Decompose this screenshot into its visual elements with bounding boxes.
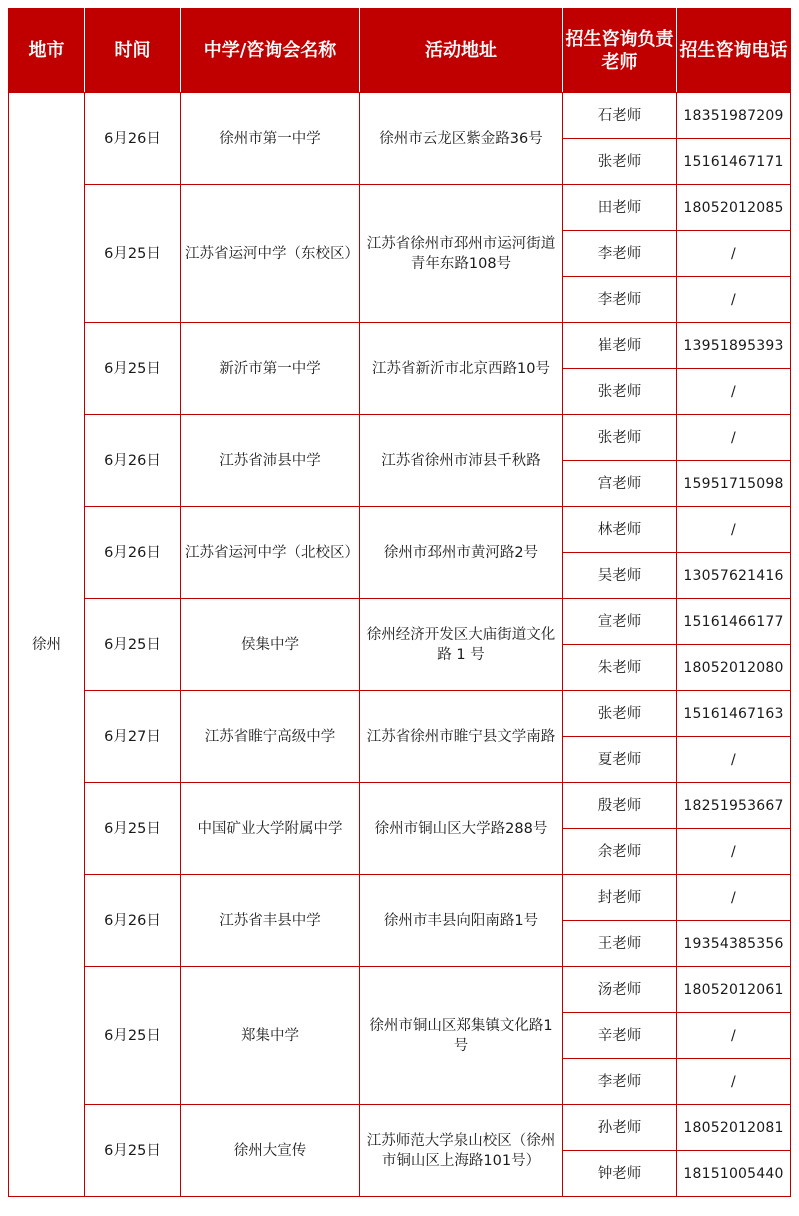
phone-cell: 18052012080: [677, 645, 791, 691]
address-cell: 江苏省徐州市邳州市运河街道青年东路108号: [360, 185, 563, 323]
date-cell: 6月25日: [85, 323, 181, 415]
phone-cell: 15161467171: [677, 139, 791, 185]
school-cell: 江苏省沛县中学: [181, 415, 360, 507]
phone-cell: 18351987209: [677, 93, 791, 139]
teacher-cell: 田老师: [563, 185, 677, 231]
date-cell: 6月25日: [85, 185, 181, 323]
teacher-cell: 钟老师: [563, 1151, 677, 1197]
phone-cell: /: [677, 231, 791, 277]
phone-cell: /: [677, 737, 791, 783]
school-cell: 江苏省运河中学（东校区）: [181, 185, 360, 323]
phone-cell: /: [677, 507, 791, 553]
phone-cell: /: [677, 875, 791, 921]
phone-cell: /: [677, 1059, 791, 1105]
header-region: 地市: [9, 9, 85, 93]
teacher-cell: 崔老师: [563, 323, 677, 369]
teacher-cell: 李老师: [563, 1059, 677, 1105]
date-cell: 6月26日: [85, 415, 181, 507]
school-cell: 徐州市第一中学: [181, 93, 360, 185]
table-row: [9, 691, 791, 737]
address-cell: 徐州市邳州市黄河路2号: [360, 507, 563, 599]
phone-cell: /: [677, 415, 791, 461]
teacher-cell: 余老师: [563, 829, 677, 875]
address-cell: 徐州市云龙区紫金路36号: [360, 93, 563, 185]
table-row: [9, 599, 791, 645]
region-cell: 徐州: [9, 93, 85, 1197]
school-cell: 江苏省运河中学（北校区）: [181, 507, 360, 599]
table-row: [9, 783, 791, 829]
phone-cell: /: [677, 277, 791, 323]
header-address: 活动地址: [360, 9, 563, 93]
date-cell: 6月25日: [85, 1105, 181, 1197]
address-cell: 江苏省徐州市睢宁县文学南路: [360, 691, 563, 783]
header-phone: 招生咨询电话: [677, 9, 791, 93]
date-cell: 6月26日: [85, 875, 181, 967]
header-row: [9, 9, 791, 93]
teacher-cell: 林老师: [563, 507, 677, 553]
teacher-cell: 殷老师: [563, 783, 677, 829]
address-cell: 徐州市丰县向阳南路1号: [360, 875, 563, 967]
address-cell: 江苏省徐州市沛县千秋路: [360, 415, 563, 507]
phone-cell: 19354385356: [677, 921, 791, 967]
teacher-cell: 张老师: [563, 691, 677, 737]
phone-cell: 15161467163: [677, 691, 791, 737]
table-row: [9, 323, 791, 369]
school-cell: 中国矿业大学附属中学: [181, 783, 360, 875]
school-cell: 徐州大宣传: [181, 1105, 360, 1197]
teacher-cell: 宫老师: [563, 461, 677, 507]
phone-cell: /: [677, 1013, 791, 1059]
phone-cell: 18052012061: [677, 967, 791, 1013]
phone-cell: 18151005440: [677, 1151, 791, 1197]
phone-cell: 18052012085: [677, 185, 791, 231]
phone-cell: 18052012081: [677, 1105, 791, 1151]
header-school: 中学/咨询会名称: [181, 9, 360, 93]
teacher-cell: 李老师: [563, 231, 677, 277]
school-cell: 江苏省丰县中学: [181, 875, 360, 967]
date-cell: 6月26日: [85, 93, 181, 185]
table-body: [9, 93, 791, 1197]
teacher-cell: 宣老师: [563, 599, 677, 645]
school-cell: 新沂市第一中学: [181, 323, 360, 415]
teacher-cell: 张老师: [563, 415, 677, 461]
teacher-cell: 吴老师: [563, 553, 677, 599]
teacher-cell: 张老师: [563, 139, 677, 185]
date-cell: 6月25日: [85, 783, 181, 875]
header-teacher: 招生咨询负责老师: [563, 9, 677, 93]
school-cell: 郑集中学: [181, 967, 360, 1105]
teacher-cell: 朱老师: [563, 645, 677, 691]
teacher-cell: 李老师: [563, 277, 677, 323]
teacher-cell: 汤老师: [563, 967, 677, 1013]
phone-cell: 15161466177: [677, 599, 791, 645]
address-cell: 徐州经济开发区大庙街道文化路 1 号: [360, 599, 563, 691]
date-cell: 6月25日: [85, 967, 181, 1105]
table-row: [9, 415, 791, 461]
table-row: [9, 93, 791, 139]
teacher-cell: 封老师: [563, 875, 677, 921]
school-cell: 江苏省睢宁高级中学: [181, 691, 360, 783]
teacher-cell: 辛老师: [563, 1013, 677, 1059]
teacher-cell: 张老师: [563, 369, 677, 415]
phone-cell: 15951715098: [677, 461, 791, 507]
teacher-cell: 孙老师: [563, 1105, 677, 1151]
admissions-table: [8, 8, 791, 1197]
table-row: [9, 185, 791, 231]
date-cell: 6月27日: [85, 691, 181, 783]
teacher-cell: 王老师: [563, 921, 677, 967]
address-cell: 江苏省新沂市北京西路10号: [360, 323, 563, 415]
address-cell: 江苏师范大学泉山校区（徐州市铜山区上海路101号）: [360, 1105, 563, 1197]
teacher-cell: 石老师: [563, 93, 677, 139]
date-cell: 6月25日: [85, 599, 181, 691]
school-cell: 侯集中学: [181, 599, 360, 691]
phone-cell: 13057621416: [677, 553, 791, 599]
header-date: 时间: [85, 9, 181, 93]
address-cell: 徐州市铜山区郑集镇文化路1号: [360, 967, 563, 1105]
phone-cell: 18251953667: [677, 783, 791, 829]
phone-cell: 13951895393: [677, 323, 791, 369]
table-row: [9, 967, 791, 1013]
date-cell: 6月26日: [85, 507, 181, 599]
table-row: [9, 507, 791, 553]
phone-cell: /: [677, 369, 791, 415]
table-row: [9, 875, 791, 921]
phone-cell: /: [677, 829, 791, 875]
admissions-table-wrapper: [8, 8, 791, 1197]
teacher-cell: 夏老师: [563, 737, 677, 783]
address-cell: 徐州市铜山区大学路288号: [360, 783, 563, 875]
table-row: [9, 1105, 791, 1151]
